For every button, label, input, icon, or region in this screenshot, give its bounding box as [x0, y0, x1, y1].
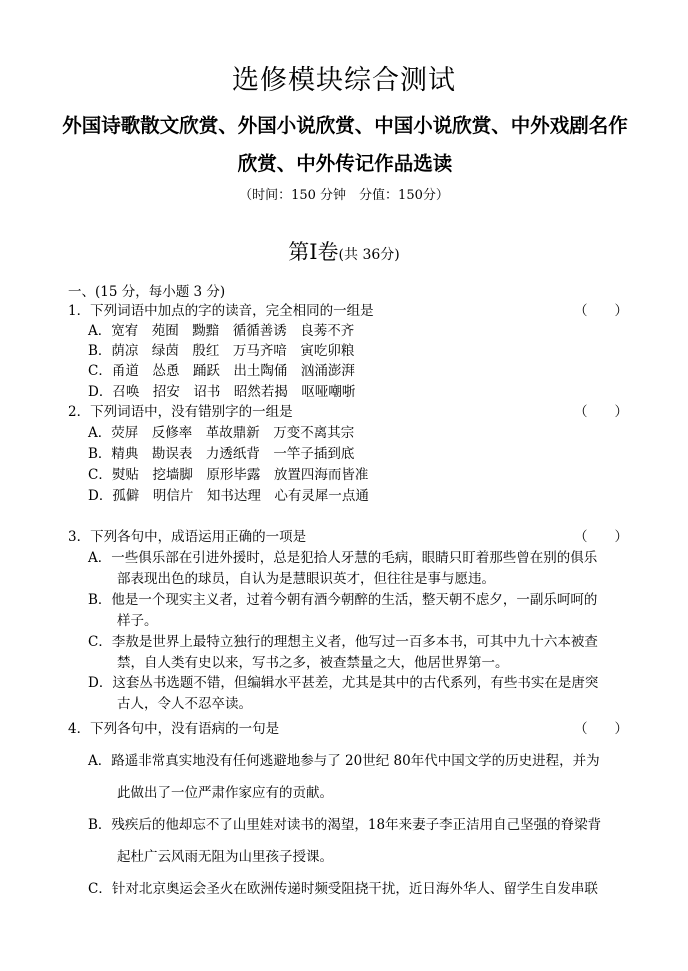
answer-paren-1: （ ） [574, 303, 628, 319]
q3-option-c-line1: C．李敖是世界上最特立独行的理想主义者，他写过一百多本书，可其中九十六本被查 [88, 634, 598, 650]
page-subtitle: 外国诗歌散文欣赏、外国小说欣赏、中国小说欣赏、中外戏剧名作欣赏、中外传记作品选读 [62, 114, 628, 175]
q3-option-b-line1: B．他是一个现实主义者，过着今朝有酒今朝醉的生活，整天朝不虑夕，一副乐呵呵的 [88, 592, 598, 608]
q3-option-b-line2: 样子。 [117, 613, 158, 629]
q1-option-d: D．召唤 招安 诏书 昭然若揭 呕哑嘲哳 [88, 384, 356, 400]
question-2-stem: 2．下列词语中，没有错别字的一组是 [68, 404, 293, 420]
answer-paren-3: （ ） [574, 529, 628, 545]
q4-option-b-line1: B．残疾后的他却忘不了山里娃对读书的渴望，18年来妻子李正洁用自己坚强的脊梁背 [88, 817, 602, 833]
q3-option-a-line1: A．一些俱乐部在引进外援时，总是犯拾人牙慧的毛病，眼睛只盯着那些曾在别的俱乐 [88, 550, 598, 566]
section-note: (共 36分) [338, 247, 400, 263]
q1-option-b: B．荫凉 绿茵 殷红 万马齐喑 寅吃卯粮 [88, 343, 355, 359]
question-4-stem: 4．下列各句中，没有语病的一句是 [68, 721, 280, 737]
section-title: 第Ⅰ卷 [288, 240, 339, 264]
q3-option-d-line2: 古人，令人不忍卒读。 [117, 696, 252, 712]
answer-paren-4: （ ） [574, 721, 628, 737]
part-heading: 一、(15 分，每小题 3 分) [68, 284, 226, 300]
question-3-stem: 3．下列各句中，成语运用正确的一项是 [68, 529, 307, 545]
q3-option-d-line1: D．这套丛书选题不错，但编辑水平甚差，尤其是其中的古代系列，有些书实在是唐突 [88, 675, 599, 691]
q4-option-b-line2: 起杜广云风雨无阻为山里孩子授课。 [117, 849, 333, 865]
q4-option-a-line2: 此做出了一位严肃作家应有的贡献。 [117, 785, 333, 801]
q4-option-c-line1: C．针对北京奥运会圣火在欧洲传递时频受阻挠干扰，近日海外华人、留学生自发串联 [88, 881, 598, 897]
section-heading [0, 236, 688, 266]
exam-meta: （时间：150 分钟 分值：150分） [239, 188, 449, 203]
q2-option-d: D．孤僻 明信片 知书达理 心有灵犀一点通 [88, 488, 369, 504]
q3-option-a-line2: 部表现出色的球员，自认为是慧眼识英才，但往往是事与愿违。 [117, 571, 495, 587]
question-1-stem: 1．下列词语中加点的字的读音，完全相同的一组是 [68, 303, 374, 319]
q2-option-a: A．荧屏 反修率 革故鼎新 万变不离其宗 [88, 425, 355, 441]
answer-paren-2: （ ） [574, 404, 628, 420]
q1-option-c: C．甬道 怂恿 踊跃 出土陶俑 汹涌澎湃 [88, 363, 355, 379]
page-title: 选修模块综合测试 [232, 65, 456, 96]
q2-option-b: B．精典 勘误表 力透纸背 一竿子插到底 [88, 446, 355, 462]
q4-option-a-line1: A．路遥非常真实地没有任何逃避地参与了 20世纪 80年代中国文学的历史进程，并为 [88, 753, 600, 769]
q1-option-a: A．宽宥 苑囿 黝黯 循循善诱 良莠不齐 [88, 323, 355, 339]
q3-option-c-line2: 禁，自人类有史以来，写书之多，被查禁量之大，他居世界第一。 [117, 655, 509, 671]
q2-option-c: C．熨贴 挖墙脚 原形毕露 放置四海而皆准 [88, 467, 369, 483]
